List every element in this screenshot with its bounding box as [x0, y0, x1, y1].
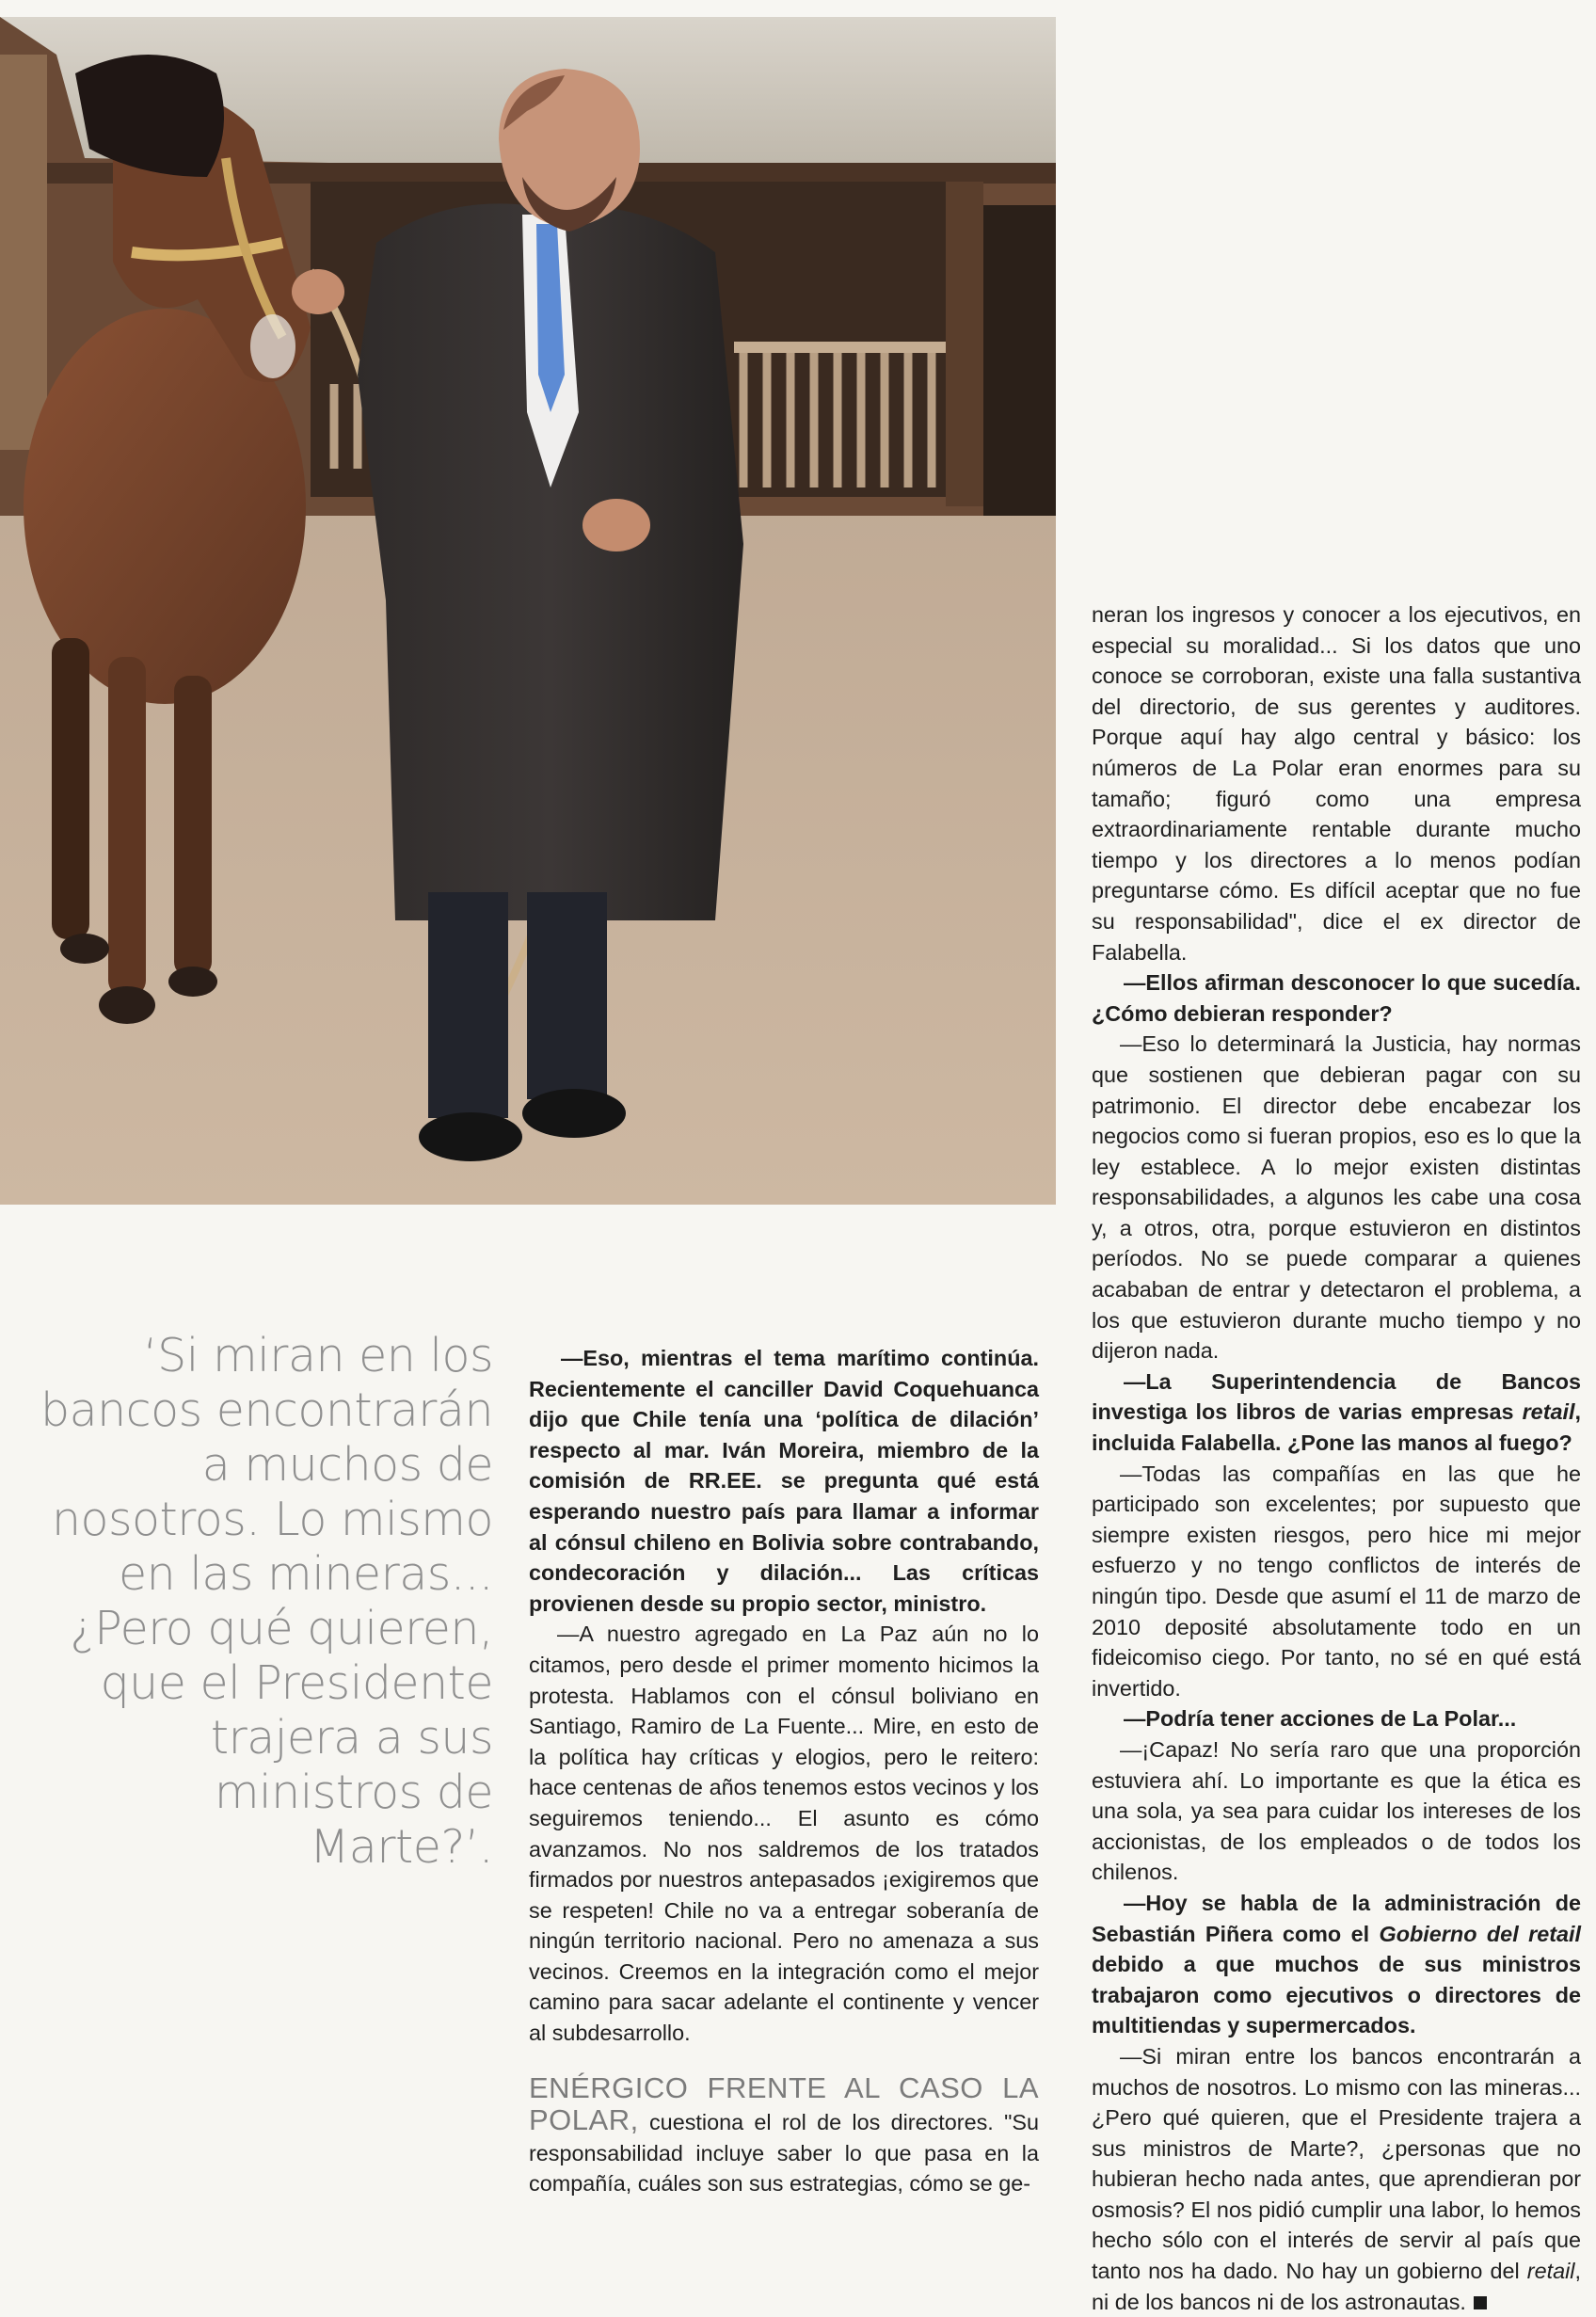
paragraph-continuation: neran los ingresos y conocer a los ejecutivos, en especial su moralidad... Si los datos que uno conoce se corroboran, existe una falla sustantiva del directorio, de sus gerentes y auditores. Porque aquí hay algo central y básico: los números de La Polar eran enormes para su tamaño; figuró como una empresa extraordinariamente rentable durante mucho tiempo y los directores a lo menos podían preguntarse cómo. Es difícil aceptar que no fue su responsabilidad", dice el ex director de Falabella.: [1092, 602, 1581, 965]
photo-illustration: [0, 17, 1056, 1205]
interview-question: —Eso, mientras el tema marítimo continúa. Recientemente el canciller David Coquehuanca dijo que Chile tenía una ‘política de dilación’ respecto al mar. Iván Moreira, miembro de la comisión de RR.EE. se pregunta qué está esperando nuestro país para llamar a informar al cónsul chileno en Bolivia sobre contrabando, condecoración y dilación... Las críticas provienen desde su propio sector, ministro.: [529, 1346, 1039, 1616]
interview-question: —Podría tener acciones de La Polar...: [1124, 1706, 1517, 1732]
photo-man-with-horse: [0, 17, 1056, 1205]
article-column-middle: [529, 1343, 1039, 2199]
interview-question: —Ellos afirman desconocer lo que sucedía. ¿Cómo debieran responder?: [1092, 970, 1581, 1026]
section-intro: [529, 2070, 1039, 2199]
pull-quote: ‘Si miran en los bancos encontrarán a muchos de nosotros. Lo mismo en las mineras... ¿Pero qué quieren, que el Presidente trajera a sus ministros de Marte?’.: [40, 1329, 493, 1874]
interview-answer: —Eso lo determinará la Justicia, hay normas que sostienen que debieran pagar con su patrimonio. El director debe encabezar los negocios como si fueran propios, eso es lo que la ley establece. A lo mejor existen distintas responsabilidades, a algunos les cabe una cosa y, a otros, otra, porque estuvieron en distintos períodos. No se puede comparar a quienes acababan de entrar y detectaron el problema, a los que estuvieron durante mucho tiempo y no dijeron nada.: [1092, 1031, 1581, 1364]
interview-answer: —¡Capaz! No sería raro que una proporción estuviera ahí. Lo importante es que la ética es una sola, ya sea para cuidar los intereses de los accionistas, de los empleados o de todos los chilenos.: [1092, 1736, 1581, 1885]
interview-answer: —Todas las compañías en las que he participado son excelentes; por supuesto que siempre existen riesgos, pero hice mi mejor esfuerzo y no tengo conflictos de interés de ningún tipo. Desde que asumí el 11 de marzo de 2010 deposité absolutamente todo en un fideicomiso ciego. Por tanto, no sé en qué está invertido.: [1092, 1461, 1581, 1701]
section-intro-text: cuestiona el rol de los directores. "Su responsabilidad incluye saber lo que pasa en la compañía, cuáles son sus estrategias, cómo se ge-: [529, 2110, 1039, 2197]
interview-question: —La Superintendencia de Bancos investiga los libros de varias empresas retail, incluida Falabella. ¿Pone las manos al fuego?: [1092, 1368, 1581, 1456]
article-column-right: [1092, 599, 1581, 2317]
section-subhead: ENÉRGICO FRENTE AL CASO LA POLAR,: [529, 2070, 1039, 2137]
end-mark: [1474, 2296, 1487, 2309]
interview-question: —Hoy se habla de la administración de Sebastián Piñera como el Gobierno del retail debido a que muchos de sus ministros trabajaron como ejecutivos o directores de multitiendas y supermercados.: [1092, 1890, 1581, 2038]
interview-answer: —A nuestro agregado en La Paz aún no lo citamos, pero desde el primer momento hicimos la protesta. Hablamos con el cónsul boliviano en Santiago, Ramiro de La Fuente... Mire, en esto de la política hay críticas y elogios, pero le reitero: hace centenas de años tenemos estos vecinos y los seguiremos teniendo... El asunto es cómo avanzamos. No nos saldremos de los tratados firmados por nuestros antepasados ¡exigiremos que se respeten! Chile no va a entregar soberanía de ningún territorio nacional. Pero no amenaza a sus vecinos. Creemos en la integración como el mejor camino para sacar adelante el continente y vencer al subdesarrollo.: [529, 1622, 1039, 2046]
interview-answer: —Si miran entre los bancos encontrarán a muchos de nosotros. Lo mismo con las mineras... ¿Pero qué quieren, que el Presidente trajera a sus ministros de Marte?, ¿personas que no hubieran hecho nada antes, que aprendieran por osmosis? El nos pidió cumplir una labor, lo hemos hecho sólo con el interés de servir al país que tanto nos ha dado. No hay un gobierno del retail, ni de los bancos ni de los astronautas.: [1092, 2043, 1581, 2314]
